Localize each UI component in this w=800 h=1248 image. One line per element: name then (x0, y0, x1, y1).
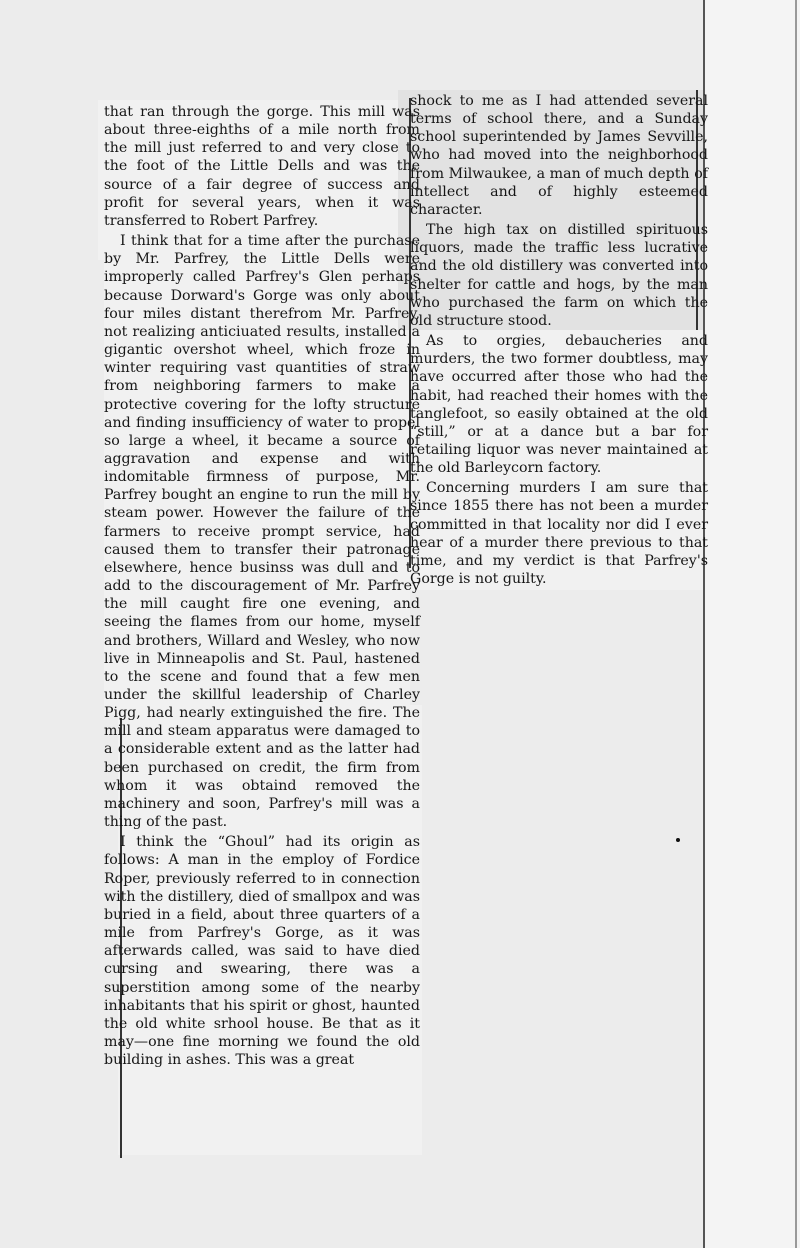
paragraph: I think that for a time after the purchase by Mr. Parfrey, the Little Dells were improperly called Parfrey's Glen perhaps because Dorward's Gorge was only about four miles distant therefrom Mr. Parfrey, not realizing anticiuated results, installed a gigantic overshot wheel, which froze in winter requiring vast quantities of straw from neighboring farmers to make a protective covering for the lofty structure and finding insufficiency of water to propel so large a wheel, it became a source of aggravation and expense and with indomitable firmness of purpose, Mr. Parfrey bought an engine to run the mill by steam power. However the failure of the farmers to receive prompt service, had caused them to transfer their patronage elsewhere, hence businss was dull and to add to the discouragement of Mr. Parfrey the mill caught fire one evening, and seeing the flames from our home, myself and brothers, Willard and Wesley, who now live in Minneapolis and St. Paul, hastened to the scene and found that a few men under the skillful leadership of Charley Pigg, had nearly extinguished the fire. The mill and steam apparatus were damaged to a considerable extent and as the latter had been purchased on credit, the firm from whom it was obtaind removed the machinery and soon, Parfrey's mill was a thing of the past. (104, 233, 420, 831)
ink-spot (676, 838, 680, 842)
paragraph: Concerning murders I am sure that since 1855 there has not been a murder committed in that locality nor did I ever hear of a murder there previous to that time, and my verdict is that Parfrey's Gorge is not guilty. (410, 480, 708, 588)
paragraph: The high tax on distilled spirituous liquors, made the traffic less lucrative and the old distillery was converted into shelter for cattle and hogs, by the man who purchased the farm on which the old structure stood. (410, 222, 708, 329)
paragraph: I think the “Ghoul” had its origin as follows: A man in the employ of Fordice Roper, previously referred to in connection with the distillery, died of smallpox and was buried in a field, about three quarters of a mile from Parfrey's Gorge, as it was afterwards called, was said to have died cursing and swearing, there was a superstition among some of the nearby inhabitants that his spirit or ghost, haunted the old white srhool house. Be that as it may—one fine morning we found the old building in ashes. This was a great (104, 834, 420, 1069)
paragraph: As to orgies, debaucheries and murders, the two former doubtless, may have occurred after those who had the habit, had reached their homes with the tanglefoot, so easily obtained at the old “still,” or at a dance but a bar for retailing liquor was never maintained at the old Barleycorn factory. (410, 333, 708, 477)
left-column (104, 103, 420, 1069)
page-margin (703, 0, 800, 1248)
paragraph: shock to me as I had attended several terms of school there, and a Sunday school superintended by James Sevville, who had moved into the neighborhood from Milwaukee, a man of much depth of intellect and of highly esteemed character. (410, 93, 708, 218)
paragraph: that ran through the gorge. This mill was about three-eighths of a mile north from the mill just referred to and very close to the foot of the Little Dells and was the source of a fair degree of success and profit for several years, when it was transferred to Robert Parfrey. (104, 104, 420, 229)
page-edge (795, 0, 797, 1248)
right-column (410, 92, 708, 588)
